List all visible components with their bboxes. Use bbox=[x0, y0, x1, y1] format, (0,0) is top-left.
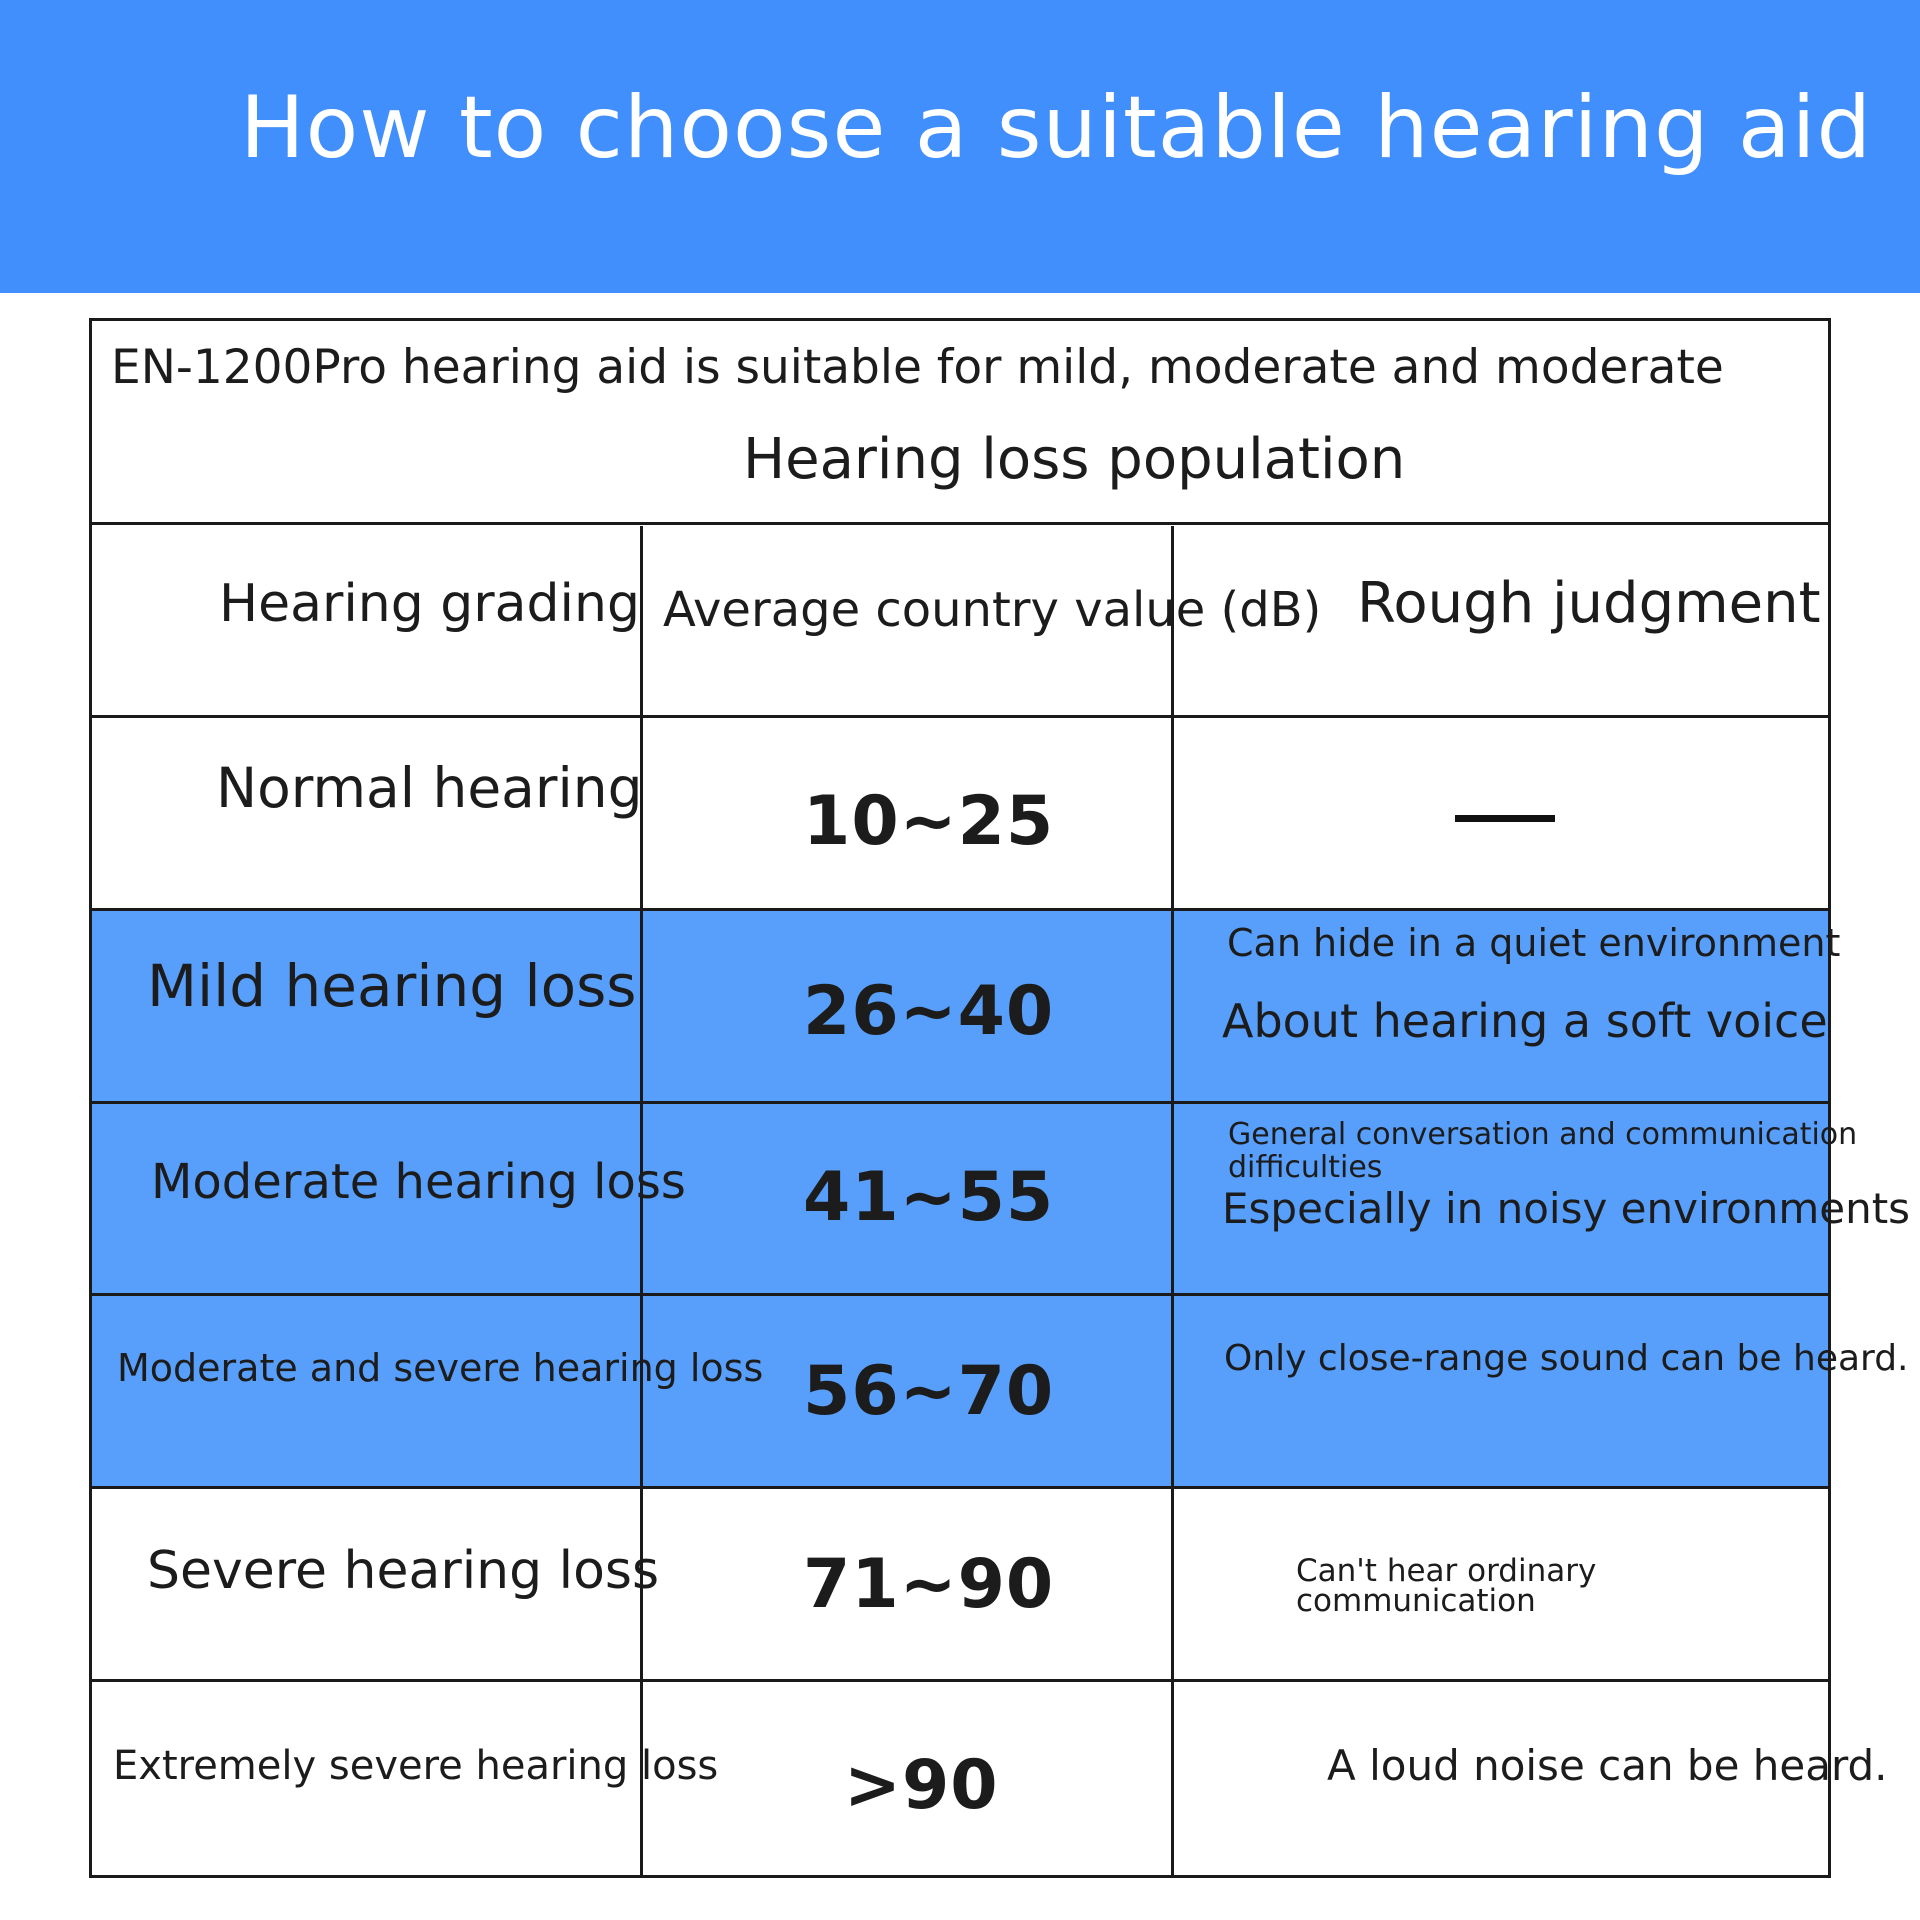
judgment-moderate-line2: difficulties bbox=[1228, 1150, 1383, 1185]
intro-subtitle: Hearing loss population bbox=[743, 427, 1406, 492]
grid-line bbox=[89, 1486, 1831, 1489]
grade-extremely-severe: Extremely severe hearing loss bbox=[113, 1743, 719, 1789]
table-frame bbox=[89, 318, 1831, 1878]
judgment-mild-line1: Can hide in a quiet environment bbox=[1227, 921, 1841, 965]
grade-moderate-severe: Moderate and severe hearing loss bbox=[117, 1346, 764, 1390]
grid-line bbox=[89, 908, 1831, 911]
grid-line bbox=[89, 1293, 1831, 1296]
grade-moderate: Moderate hearing loss bbox=[151, 1154, 686, 1210]
judgment-moderate-line3: Especially in noisy environments bbox=[1222, 1184, 1911, 1233]
value-mild: 26~40 bbox=[803, 972, 1055, 1051]
grade-severe: Severe hearing loss bbox=[147, 1541, 660, 1601]
grid-line bbox=[89, 1679, 1831, 1682]
grid-line bbox=[89, 1101, 1831, 1104]
judgment-normal-dash bbox=[1455, 815, 1555, 822]
intro-text: EN-1200Pro hearing aid is suitable for mild, moderate and moderate bbox=[111, 340, 1724, 395]
column-header-average: Average country value (dB) bbox=[663, 582, 1322, 638]
judgment-moderate-severe: Only close-range sound can be heard. bbox=[1224, 1338, 1909, 1379]
grade-normal: Normal hearing bbox=[216, 756, 643, 820]
column-header-grading: Hearing grading bbox=[219, 574, 640, 634]
grade-mild: Mild hearing loss bbox=[147, 952, 637, 1020]
column-header-judgment: Rough judgment bbox=[1357, 571, 1821, 636]
grid-line bbox=[89, 715, 1831, 718]
judgment-severe-line1: Can't hear ordinary bbox=[1296, 1553, 1597, 1589]
value-moderate-severe: 56~70 bbox=[803, 1352, 1055, 1431]
page-title: How to choose a suitable hearing aid bbox=[240, 78, 1873, 178]
value-normal: 10~25 bbox=[803, 782, 1055, 861]
judgment-extremely-severe: A loud noise can be heard. bbox=[1327, 1741, 1888, 1790]
value-extremely-severe: >90 bbox=[844, 1746, 999, 1825]
judgment-moderate-line1: General conversation and communication bbox=[1228, 1117, 1858, 1152]
grid-column-line bbox=[1171, 526, 1174, 1876]
value-moderate: 41~55 bbox=[803, 1158, 1055, 1237]
grid-line bbox=[89, 522, 1831, 525]
judgment-severe-line2: communication bbox=[1296, 1583, 1536, 1619]
judgment-mild-line2: About hearing a soft voice bbox=[1222, 994, 1828, 1048]
value-severe: 71~90 bbox=[803, 1545, 1055, 1624]
